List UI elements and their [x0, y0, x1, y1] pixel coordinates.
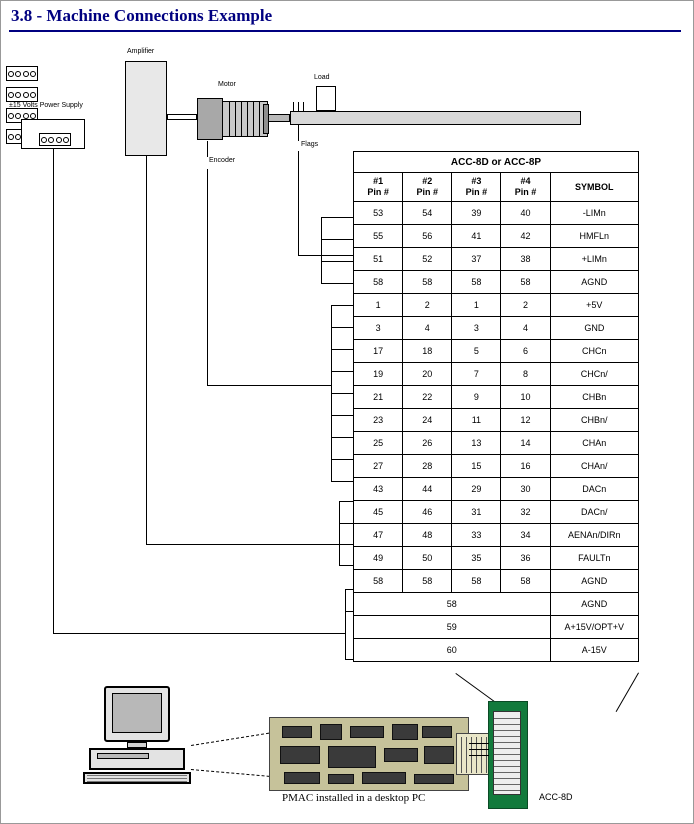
cell-symbol: HMFLn	[550, 225, 638, 248]
cell-symbol: AENAn/DIRn	[550, 524, 638, 547]
amplifier-label: Amplifier	[127, 48, 155, 55]
header-pin-3-line1: #3	[471, 176, 482, 186]
terminal-pin	[494, 754, 520, 755]
linear-stage-rail	[290, 111, 581, 125]
amplifier-wire-vertical	[146, 156, 147, 544]
terminal-pin	[494, 766, 520, 767]
header-pin-4	[501, 173, 550, 202]
cell-pin3: 58	[452, 570, 501, 593]
cell-pin2: 44	[403, 478, 452, 501]
terminal-pin	[494, 724, 520, 725]
desktop-computer-case	[89, 748, 185, 770]
flag-mark	[293, 102, 294, 112]
cell-symbol: CHAn/	[550, 455, 638, 478]
cell-pin4: 12	[501, 409, 550, 432]
table-row	[354, 317, 639, 340]
cell-pin1: 51	[354, 248, 403, 271]
cell-pin3: 9	[452, 386, 501, 409]
table-row-merged	[354, 593, 639, 616]
pc-to-pmac-callout-bottom	[191, 769, 275, 777]
table-row	[354, 248, 639, 271]
pmac-caption: PMAC installed in a desktop PC	[282, 792, 426, 804]
amplifier-wire-branch-aena	[339, 544, 353, 545]
cell-pin1: 17	[354, 340, 403, 363]
header-pin-3-line2: Pin #	[465, 187, 488, 197]
cell-symbol: A-15V	[550, 639, 638, 662]
header-pin-2-line1: #2	[422, 176, 433, 186]
cell-pin3: 41	[452, 225, 501, 248]
cell-pin2: 46	[403, 501, 452, 524]
cell-symbol: FAULTn	[550, 547, 638, 570]
cell-pin4: 42	[501, 225, 550, 248]
cell-symbol: CHCn/	[550, 363, 638, 386]
floppy-drive-slot	[97, 753, 149, 759]
cell-pin4: 16	[501, 455, 550, 478]
encoder-wire-branch-chcn	[331, 349, 353, 350]
board-chip	[392, 724, 418, 740]
ribbon-cable-line	[469, 743, 489, 744]
board-chip	[414, 774, 454, 784]
board-cpu	[328, 746, 376, 768]
cell-pin3: 5	[452, 340, 501, 363]
terminal-pin	[494, 772, 520, 773]
cell-pin3: 33	[452, 524, 501, 547]
power-wire-branch-agnd2	[345, 611, 353, 612]
terminal-pin	[494, 730, 520, 731]
table-row	[354, 363, 639, 386]
power-wire-bundle	[345, 589, 346, 659]
cell-pin3: 29	[452, 478, 501, 501]
terminal-pin	[494, 760, 520, 761]
flag-wire-branch-hmfln	[321, 239, 353, 240]
board-chip	[384, 748, 418, 762]
terminal-pin	[494, 742, 520, 743]
board-chip	[422, 726, 452, 738]
cell-pin3: 3	[452, 317, 501, 340]
header-divider	[9, 30, 681, 32]
cell-symbol: AGND	[550, 570, 638, 593]
cell-pin4: 6	[501, 340, 550, 363]
cell-symbol: -LIMn	[550, 202, 638, 225]
cell-pin4: 36	[501, 547, 550, 570]
table-row	[354, 501, 639, 524]
cell-pin2: 26	[403, 432, 452, 455]
cell-pin3: 58	[452, 271, 501, 294]
cell-pin1: 25	[354, 432, 403, 455]
cell-pin2: 52	[403, 248, 452, 271]
cell-symbol: CHBn/	[550, 409, 638, 432]
motor-fin	[229, 102, 230, 136]
table-title: ACC-8D or ACC-8P	[354, 152, 639, 173]
power-wire-branch-agnd	[345, 589, 353, 590]
table-row	[354, 524, 639, 547]
table-row	[354, 478, 639, 501]
cell-pin1: 58	[354, 570, 403, 593]
cell-symbol: CHBn	[550, 386, 638, 409]
connector-finger	[461, 737, 462, 773]
table-row	[354, 432, 639, 455]
board-chip	[280, 746, 320, 764]
encoder-wire-horizontal	[207, 385, 331, 386]
keyboard-row	[87, 778, 187, 779]
encoder-wire-branch-5v	[331, 305, 353, 306]
motor-label: Motor	[218, 81, 236, 88]
power-wire-branch-a15v	[345, 659, 353, 660]
board-chip	[362, 772, 406, 784]
amplifier-connector-2	[6, 87, 38, 102]
header-pin-2-line2: Pin #	[416, 187, 438, 197]
table-row	[354, 570, 639, 593]
cell-pin2: 58	[403, 271, 452, 294]
cell-pin2: 50	[403, 547, 452, 570]
cell-pin1: 19	[354, 363, 403, 386]
encoder-label: Encoder	[209, 157, 236, 164]
page-header	[1, 1, 694, 35]
cell-symbol: DACn	[550, 478, 638, 501]
board-chip	[320, 724, 342, 740]
cell-pin1: 53	[354, 202, 403, 225]
pin-assignment-table	[353, 151, 639, 662]
flag-wire-branch-agnd	[321, 283, 353, 284]
flag-wire-bundle	[321, 217, 322, 283]
flag-wire-vertical	[298, 151, 299, 255]
cell-pin1: 47	[354, 524, 403, 547]
cell-pin2: 58	[403, 570, 452, 593]
motor-fin	[259, 102, 260, 136]
encoder-wire-branch-chbn-inv	[331, 415, 353, 416]
table-row	[354, 409, 639, 432]
cell-pin4: 8	[501, 363, 550, 386]
cell-symbol: AGND	[550, 271, 638, 294]
acc8d-terminal-connector	[493, 711, 521, 795]
cell-pin3: 31	[452, 501, 501, 524]
motor-body	[197, 98, 223, 140]
amplifier-connector-1	[6, 66, 38, 81]
cell-symbol: CHAn	[550, 432, 638, 455]
cell-pin1: 27	[354, 455, 403, 478]
cell-symbol: +LIMn	[550, 248, 638, 271]
cell-merged-pin: 60	[354, 639, 551, 662]
flag-wire-horizontal	[298, 255, 353, 256]
cell-pin2: 18	[403, 340, 452, 363]
amplifier-wire-branch-dacn	[339, 501, 353, 502]
motor-fin	[235, 102, 236, 136]
table-row	[354, 271, 639, 294]
cell-symbol: CHCn	[550, 340, 638, 363]
motor-power-cable	[167, 114, 197, 120]
cell-pin2: 4	[403, 317, 452, 340]
flags-leader	[298, 125, 299, 141]
cell-symbol: A+15V/OPT+V	[550, 616, 638, 639]
table-to-acc8d-leader-right	[616, 673, 639, 712]
table-row	[354, 547, 639, 570]
encoder-wire-vertical	[207, 169, 208, 385]
table-row-merged	[354, 616, 639, 639]
cell-pin1: 21	[354, 386, 403, 409]
load-label: Load	[314, 74, 330, 81]
monitor-screen	[112, 693, 162, 733]
pmac-board	[269, 717, 469, 791]
table-row	[354, 340, 639, 363]
terminal-pin	[494, 718, 520, 719]
terminal-pin	[494, 778, 520, 779]
flag-mark	[303, 102, 304, 112]
motor-fin	[253, 102, 254, 136]
cell-merged-pin: 59	[354, 616, 551, 639]
cell-pin2: 28	[403, 455, 452, 478]
encoder-wire-branch-extra	[331, 481, 353, 482]
header-pin-1-line2: Pin #	[367, 187, 389, 197]
cell-pin1: 55	[354, 225, 403, 248]
encoder-wire-branch-chcn-inv	[331, 371, 353, 372]
encoder-wire-branch-chan	[331, 437, 353, 438]
ribbon-cable-line	[469, 749, 489, 750]
cell-pin4: 40	[501, 202, 550, 225]
terminal-pin	[494, 748, 520, 749]
power-supply-label: ±15 Volts Power Supply	[9, 102, 83, 109]
cell-pin4: 34	[501, 524, 550, 547]
cell-symbol: +5V	[550, 294, 638, 317]
board-chip	[284, 772, 320, 784]
encoder-leader	[207, 141, 208, 157]
cell-pin3: 11	[452, 409, 501, 432]
header-pin-1-line1: #1	[373, 176, 384, 186]
amplifier-box	[125, 61, 167, 156]
cell-pin2: 48	[403, 524, 452, 547]
flag-mark	[298, 102, 299, 112]
header-pin-4-line2: Pin #	[514, 187, 537, 197]
cell-pin1: 45	[354, 501, 403, 524]
table-row	[354, 225, 639, 248]
table-header-row	[354, 173, 639, 202]
amplifier-wire-branch-dacn-inv	[339, 523, 353, 524]
amplifier-wire-bundle	[339, 501, 340, 565]
terminal-pin	[494, 790, 520, 791]
motor-fin	[241, 102, 242, 136]
header-pin-2	[403, 173, 452, 202]
cell-pin1: 3	[354, 317, 403, 340]
power-supply-connector	[39, 133, 71, 146]
cell-pin2: 24	[403, 409, 452, 432]
terminal-pin	[494, 784, 520, 785]
page-title: 3.8 - Machine Connections Example	[11, 6, 273, 25]
table-row	[354, 386, 639, 409]
flag-wire-branch-plimn	[321, 261, 353, 262]
encoder-wire-branch-chan-inv	[331, 459, 353, 460]
pc-to-pmac-callout-top	[191, 732, 274, 746]
cell-pin1: 49	[354, 547, 403, 570]
cell-pin3: 7	[452, 363, 501, 386]
cell-pin4: 38	[501, 248, 550, 271]
board-chip	[350, 726, 384, 738]
encoder-wire-branch-gnd	[331, 327, 353, 328]
board-chip	[424, 746, 454, 764]
cell-pin4: 58	[501, 271, 550, 294]
header-pin-1	[354, 173, 403, 202]
cell-pin2: 22	[403, 386, 452, 409]
cell-pin2: 56	[403, 225, 452, 248]
flag-wire-branch-limn	[321, 217, 353, 218]
keyboard-row	[87, 781, 187, 782]
cell-pin1: 23	[354, 409, 403, 432]
cell-pin4: 10	[501, 386, 550, 409]
header-pin-3	[452, 173, 501, 202]
header-symbol: SYMBOL	[550, 173, 638, 202]
table-row	[354, 202, 639, 225]
cell-merged-pin: 58	[354, 593, 551, 616]
table-row	[354, 294, 639, 317]
board-chip	[328, 774, 354, 784]
cell-pin2: 20	[403, 363, 452, 386]
cell-pin3: 35	[452, 547, 501, 570]
header-pin-4-line1: #4	[520, 176, 531, 186]
keyboard-row	[87, 775, 187, 776]
cell-pin3: 1	[452, 294, 501, 317]
power-wire-vertical	[53, 149, 54, 633]
board-chip	[282, 726, 312, 738]
acc8d-caption: ACC-8D	[539, 792, 573, 802]
cell-pin4: 2	[501, 294, 550, 317]
cell-pin1: 43	[354, 478, 403, 501]
cell-pin2: 54	[403, 202, 452, 225]
cell-pin4: 32	[501, 501, 550, 524]
table-row	[354, 455, 639, 478]
cell-symbol: AGND	[550, 593, 638, 616]
flags-label: Flags	[301, 141, 319, 148]
amplifier-wire-horizontal	[146, 544, 339, 545]
cell-pin2: 2	[403, 294, 452, 317]
cell-pin3: 37	[452, 248, 501, 271]
power-wire-horizontal	[53, 633, 345, 634]
cell-pin4: 4	[501, 317, 550, 340]
terminal-pin	[494, 736, 520, 737]
load-box	[316, 86, 336, 111]
cell-pin4: 14	[501, 432, 550, 455]
cell-pin3: 13	[452, 432, 501, 455]
table-row-merged	[354, 639, 639, 662]
motor-fin	[247, 102, 248, 136]
cell-pin1: 1	[354, 294, 403, 317]
ribbon-cable-line	[469, 755, 489, 756]
cell-symbol: DACn/	[550, 501, 638, 524]
motor-shaft	[268, 114, 290, 122]
cell-symbol: GND	[550, 317, 638, 340]
connector-finger	[466, 737, 467, 773]
table-title-row	[354, 152, 639, 173]
amplifier-wire-branch-fault	[339, 565, 353, 566]
cell-pin1: 58	[354, 271, 403, 294]
cell-pin3: 39	[452, 202, 501, 225]
cell-pin4: 30	[501, 478, 550, 501]
encoder-wire-branch-chbn	[331, 393, 353, 394]
cell-pin4: 58	[501, 570, 550, 593]
cell-pin3: 15	[452, 455, 501, 478]
